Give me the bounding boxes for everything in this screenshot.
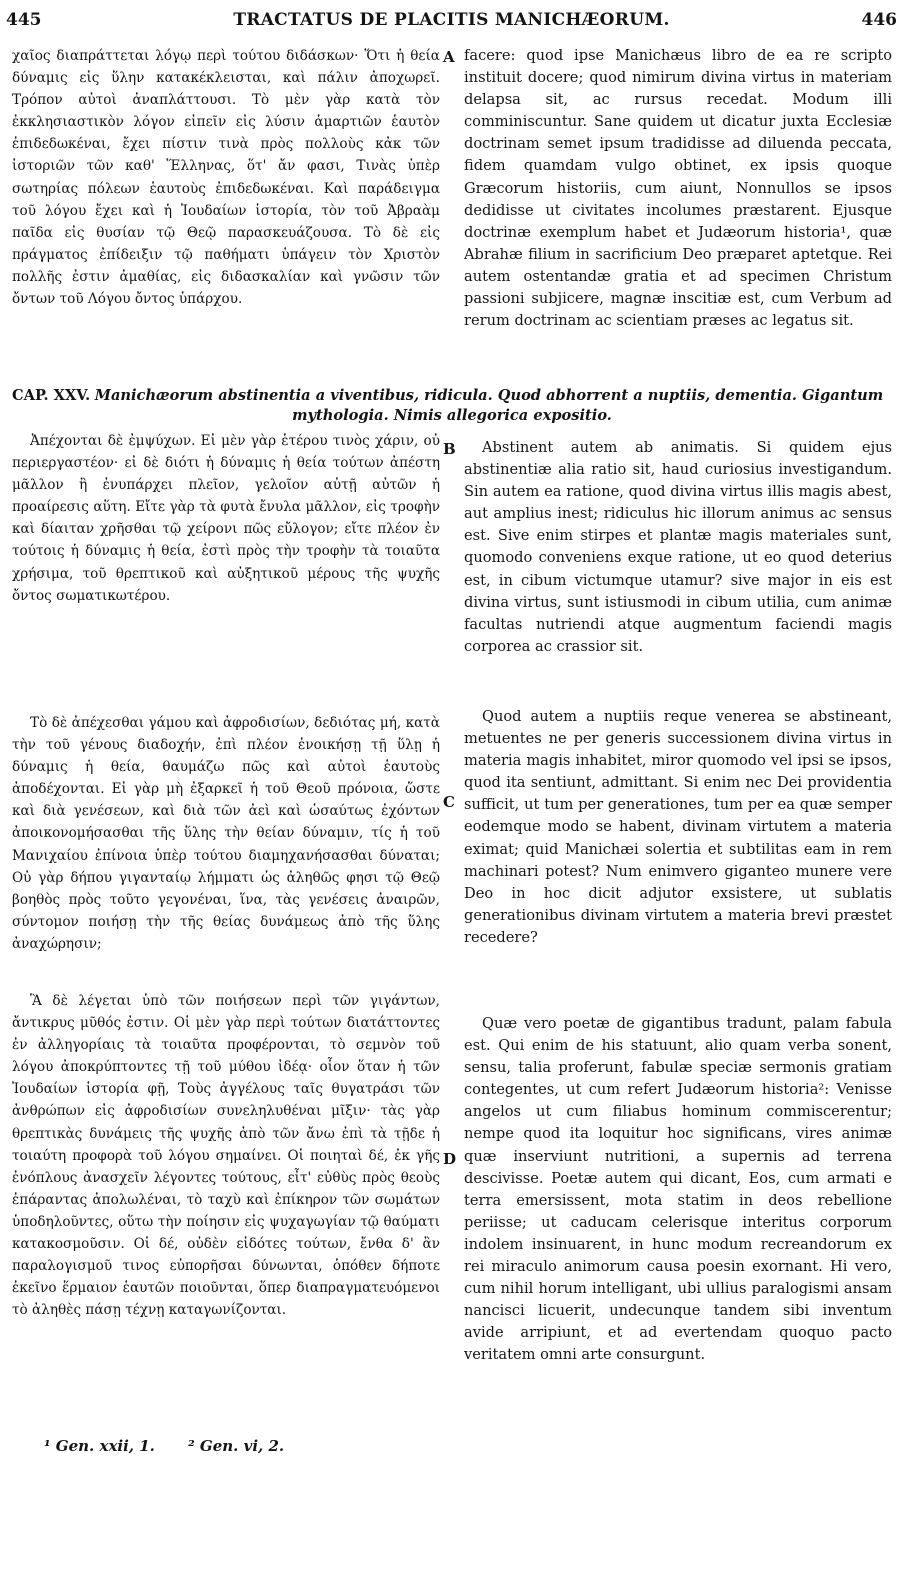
margin-marker-c: C (443, 793, 455, 811)
latin-paragraph: Abstinent autem ab animatis. Si quidem ejus abstinentiæ alia ratio sit, haud curiosius investigandum. Sin autem ea ratione, quod divina virtus illis magis abest, aut amplius inest; ridiculus hic illorum animus ac sensus est. Sive enim stirpes et plantæ magis materiales sunt, quomodo conveniens exque ratione, ut eo quod deterius est, in cibum victumque utamur? sive major in eis est divina virtus, sunt istiusmodi in cibum utilia, cum animæ facultas nutriendi atque augmentum faciendi magis corporea ac crassior sit. (464, 439, 892, 655)
page-number-left: 445 (6, 10, 42, 30)
latin-paragraph: facere: quod ipse Manichæus libro de ea re scripto instituit docere; quod nimirum divina virtus in materiam delapsa sit, ac rursus recedat. Modum illi comminiscuntur. Sane quidem ut dicatur juxta Ecclesiæ doctrinam semet ipsum tradidisse ad diluenda peccata, fidem quamdam vulgo obtinet, ex ipsis quoque Græcorum historiis, cum aiunt, Nonnullos se ipsos dedidisse ut civitates incolumes præstarent. Ejusque doctrinæ exemplum habet et Judæorum historia¹, quæ Abrahæ filium in sacrificium Deo præparet aptetque. Rei autem ostentandæ gratia et ad specimen Christum passioni subjicere, magnæ inscitiæ est, cum Verbum ad rerum doctrinam ac scientiam præses ac legatus sit. (464, 47, 892, 330)
latin-column-block-1 (464, 45, 892, 332)
greek-column-block-1 (12, 45, 440, 310)
margin-marker-d: D (443, 1150, 457, 1168)
page-number-right: 446 (861, 10, 897, 30)
greek-paragraph: Ἀπέχονται δὲ ἐμψύχων. Εἰ μὲν γὰρ ἑτέρου τινὸς χάριν, οὐ περιεργαστέον· εἰ δὲ διότι ἡ δύναμις ἡ θεία τούτων ἀπέστη μᾶλλον ἢ ἐνυπάρχει πλεῖον, γελοῖον αὐτῇ αὐτῶν ἡ προαίρεσις αὕτη. Εἴτε γὰρ τὰ φυτὰ ἔνυλα μᾶλλον, εἰς τροφὴν καὶ δίαιταν χρῆσθαι τῷ χείρονι πῶς εὔλογον; εἴτε πλέον ἐν τούτοις ἡ δύναμις ἡ θεία, ἐστὶ πρὸς τὴν τροφὴν τὰ τοιαῦτα χρήσιμα, τοῦ θρεπτικοῦ καὶ αὐξητικοῦ μέρους τῆς ψυχῆς ὄντος σωματικωτέρου. (12, 433, 440, 604)
chapter-title-line-2: mythologia. Nimis allegorica expositio. (292, 407, 612, 424)
footnote-1: ¹ Gen. xxii, 1. (44, 1437, 155, 1455)
running-title: TRACTATUS DE PLACITIS MANICHÆORUM. (233, 10, 670, 30)
chapter-title-line-1: Manichæorum abstinentia a viventibus, ridicula. Quod abhorrent a nuptiis, dementia. Gigantum (94, 387, 884, 404)
greek-column-block-4 (12, 990, 440, 1321)
chapter-heading (12, 386, 892, 426)
latin-paragraph: Quæ vero poetæ de gigantibus tradunt, palam fabula est. Qui enim de his statuunt, alio quam verba sonent, sensu, talia proferunt, fabulæ speciæ sermonis gratiam contegentes, ut cum refert Judæorum historia²: Venisse angelos ut cum filiabus hominum commiscerentur; nempe quod ita loquitur hoc significans, vires animæ quæ inserviunt nutritioni, a supernis ad terrena descivisse. Poetæ autem qui dicant, Eos, cum armati e terra emersissent, mota statim in deos rebellione periisse; ut caducam celerisque interitus corporum indolem insinuarent, in hunc modum recreandorum ex rei miraculo animorum causa poesin exornant. Hi vero, cum nihil horum intelligant, ubi ullius paralogismi ansam nancisci licuerit, undecunque tandem sibi inventum avide arripiunt, et ad evertendam quoquo pacto veritatem omni arte consurgunt. (464, 1015, 892, 1364)
latin-column-block-3 (464, 706, 892, 949)
footnotes (44, 1437, 284, 1455)
latin-paragraph: Quod autem a nuptiis reque venerea se abstineant, metuentes ne per generis successionem divina virtus in materia magis inhabitet, miror quomodo vel ipsi se ipsos, quod ita sentiunt, admittant. Si enim nec Dei providentia sufficit, ut tum per generationes, tum per ea quæ semper eodemque modo se habent, divinam virtutem a materia eximat; quid Manichæi solertia et subtilitas eam in rem machinari potest? Num enimvero giganteo munere vere Deo in hoc dicit adjutor exsistere, ut sublatis generationibus divinam virtutem a materia brevi præstet recedere? (464, 708, 892, 946)
running-header (6, 8, 897, 38)
margin-marker-b: B (443, 440, 456, 458)
greek-paragraph: Ἃ δὲ λέγεται ὑπὸ τῶν ποιήσεων περὶ τῶν γιγάντων, ἄντικρυς μῦθός ἐστιν. Οἱ μὲν γὰρ περὶ τούτων διατάττοντες ἐν ἀλληγορίαις τὰ τοιαῦτα προφέρονται, τὸ σεμνὸν τοῦ λόγου ἀποκρύπτοντες τῇ τοῦ μύθου ἰδέᾳ· οἷον ὅταν ἡ τῶν Ἰουδαίων ἱστορία φῇ, Τοὺς ἀγγέλους ταῖς θυγατράσι τῶν ἀνθρώπων εἰς ἀφροδισίων συνεληλυθέναι μῖξιν· τὰς γὰρ θρεπτικὰς δυνάμεις τῆς ψυχῆς ἀπὸ τῶν ἄνω ἐπὶ τὰ τῇδε ἡ τοιαύτη προφορὰ τοῦ λόγου σημαίνει. Οἱ ποιηταὶ δέ, ἐκ γῆς ἐνόπλους ἀνασχεῖν λέγοντες τούτους, εἶτ' εὐθὺς πρὸς θεοὺς ἐπάραντας ἀπολωλέναι, τὸ ταχὺ καὶ ἐπίκηρον τῶν σωμάτων ὑποδηλοῦντες, οὕτω τὴν ποίησιν εἰς ψυχαγωγίαν τῷ θαύματι κατακοσμοῦσιν. Οἱ δέ, οὐδὲν εἰδότες τούτων, ἔνθα δ' ἂν παραλογισμοῦ τινος εὐπορῆσαι δύνωνται, ὁπόθεν δήποτε ἐκεῖνο ἕρμαιον ἑαυτῶν ποιοῦνται, ὅπερ διαπραγματευόμενοι τὸ ἀληθὲς πάσῃ τέχνῃ καταγωνίζονται. (12, 993, 440, 1319)
greek-column-block-2 (12, 430, 440, 607)
footnote-2: ² Gen. vi, 2. (188, 1437, 285, 1455)
latin-column-block-4 (464, 1013, 892, 1367)
greek-paragraph: χαῖος διαπράττεται λόγῳ περὶ τούτου διδάσκων· Ὅτι ἡ θεία δύναμις εἰς ὕλην κατακέκλεισται, καὶ πάλιν ἀποχωρεῖ. Τρόπον αὐτοὶ ἀναπλάττουσι. Τὸ μὲν γὰρ κατὰ τὸν ἐκκλησιαστικὸν λόγον εἰπεῖν εἰς λύσιν ἁμαρτιῶν ἑαυτὸν ἐπιδεδωκέναι, ἔχει πίστιν τινὰ πρὸς πολλοὺς κἀκ τῶν ἱστοριῶν τῶν καθ' Ἕλληνας, ὅτ' ἄν φασι, Τινὰς ὑπὲρ σωτηρίας πόλεων ἑαυτοὺς ἐπιδεδωκέναι. Καὶ παράδειγμα τοῦ λόγου ἔχει καὶ ἡ Ἰουδαίων ἱστορία, τὸν τοῦ Ἀβραὰμ παῖδα εἰς θυσίαν τῷ Θεῷ παρασκευάζουσα. Τὸ δὲ εἰς πράγματος ἐπίδειξιν τῷ παθήματι ὑπάγειν τὸν Χριστὸν πολλῆς ἐστιν ἀμαθίας, εἰς διδασκαλίαν καὶ γνῶσιν τῶν ὄντων τοῦ Λόγου ὄντος ὑπάρχου. (12, 48, 440, 308)
margin-marker-a: A (443, 48, 455, 66)
greek-column-block-3 (12, 712, 440, 955)
latin-column-block-2 (464, 437, 892, 658)
chapter-label: CAP. XXV. (12, 387, 91, 404)
greek-paragraph: Τὸ δὲ ἀπέχεσθαι γάμου καὶ ἀφροδισίων, δεδιότας μή, κατὰ τὴν τοῦ γένους διαδοχήν, ἐπὶ πλέον ἐνοικήσῃ τῇ ὕλῃ ἡ δύναμις ἡ θεία, θαυμάζω πῶς καὶ αὐτοὶ ἑαυτοὺς ἀποδέχονται. Εἰ γὰρ μὴ ἐξαρκεῖ ἡ τοῦ Θεοῦ πρόνοια, ὥστε καὶ διὰ γενέσεων, καὶ διὰ τῶν ἀεὶ καὶ ὡσαύτως ἐχόντων ἀποικονομήσασθαι τῆς ὕλης τὴν θείαν δύναμιν, τίς ἡ τοῦ Μανιχαίου ἐπίνοια ὑπὲρ τούτου διαμηχανήσασθαι δύναται; Οὐ γὰρ δήπου γιγανταίῳ λήμματι ὡς ἀληθῶς φησι τῷ Θεῷ βοηθὸς πρὸς τοῦτο γεγονέναι, ἵνα, τὰς γενέσεις ἀναιρῶν, σύντομον ποιήσῃ τὴν τῆς θείας δυνάμεως ἀπὸ τῆς ὕλης ἀναχώρησιν; (12, 715, 440, 952)
